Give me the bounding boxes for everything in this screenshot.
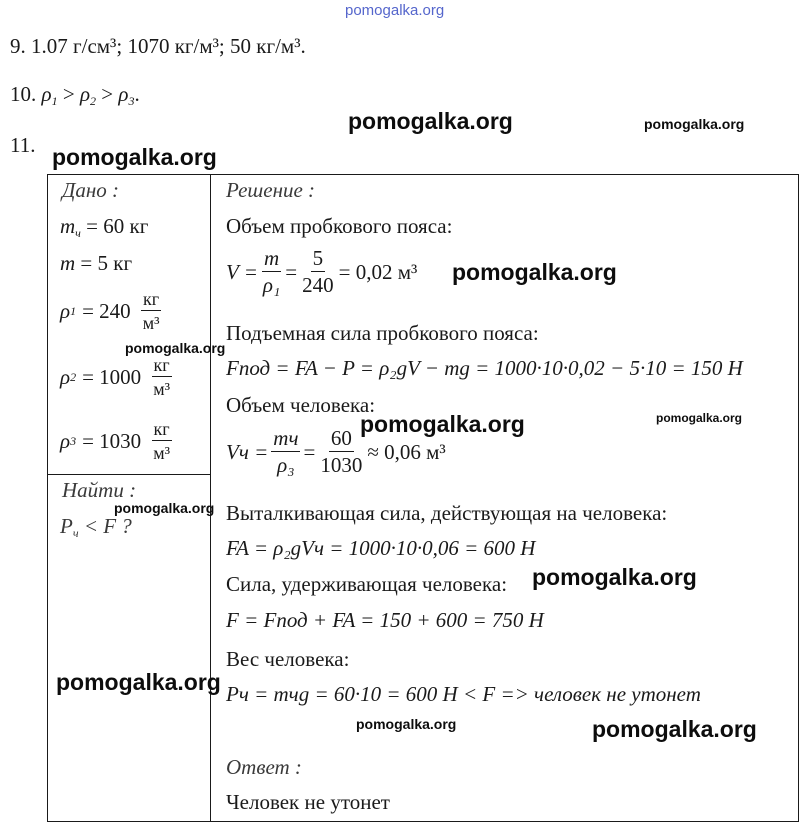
watermark: pomogalka.org xyxy=(656,411,743,425)
watermark: pomogalka.org xyxy=(592,716,757,742)
rho-symbol: ρ xyxy=(118,82,129,106)
text-person-volume: Объем человека: xyxy=(226,393,376,417)
watermark: pomogalka.org xyxy=(56,669,221,695)
unit-fraction xyxy=(151,420,172,462)
subscript: ч xyxy=(75,226,81,240)
var-p: P xyxy=(60,514,73,538)
subscript: 2 xyxy=(70,369,77,384)
watermark: pomogalka.org xyxy=(114,500,215,516)
watermark: pomogalka.org xyxy=(125,340,226,356)
value: = 1000 xyxy=(82,364,142,389)
rho-symbol: ρ xyxy=(79,82,91,106)
given-rho1 xyxy=(60,290,164,332)
numerator: 60 xyxy=(330,426,352,450)
var-m: m xyxy=(60,214,76,238)
given-rho2 xyxy=(60,356,175,398)
fraction-60-1030 xyxy=(318,428,364,476)
formula-person-weight: Pч = mчg = 60·10 = 600 Н < F => человек не утонет xyxy=(226,682,701,706)
given-m-person xyxy=(60,214,148,241)
fraction-m-rho1 xyxy=(261,248,282,296)
numerator: mч xyxy=(273,426,299,450)
unit-denominator: м³ xyxy=(153,379,170,399)
comparison: < F ? xyxy=(83,514,132,538)
watermark: pomogalka.org xyxy=(644,116,745,132)
problem-9-text: 1.07 г/см³; 1070 кг/м³; 50 кг/м³. xyxy=(31,34,306,58)
subscript: ч xyxy=(72,526,79,540)
formula-buoyant-force: FA = ρ₂gVч = 1000·10·0,06 = 600 Н xyxy=(226,536,536,560)
unit-fraction xyxy=(141,290,162,332)
rho-symbol: ρ xyxy=(60,364,71,389)
period: . xyxy=(134,82,140,106)
numerator: m xyxy=(263,246,280,270)
column-divider xyxy=(210,174,211,822)
subscript: 3 xyxy=(70,433,77,448)
problem-10 xyxy=(10,82,140,109)
unit-numerator: кг xyxy=(153,419,170,439)
watermark-top: pomogalka.org xyxy=(345,2,445,19)
unit-numerator: кг xyxy=(153,355,170,375)
rho-symbol: ρ xyxy=(60,298,71,323)
fraction-m-rho3 xyxy=(271,428,300,476)
problem-9-number: 9. xyxy=(10,34,26,58)
text-belt-volume: Объем пробкового пояса: xyxy=(226,214,453,238)
rho-symbol: ρ xyxy=(60,428,71,453)
result: ≈ 0,06 м³ xyxy=(367,439,446,464)
subscript: 1 xyxy=(70,303,77,318)
unit-numerator: кг xyxy=(143,289,160,309)
watermark: pomogalka.org xyxy=(356,716,457,732)
rho-symbol: ρ xyxy=(41,82,52,106)
denominator: 1030 xyxy=(320,453,363,477)
rho-subscript: 2 xyxy=(90,94,97,108)
given-find-divider xyxy=(47,474,211,475)
greater-sign: > xyxy=(62,82,75,106)
formula-lifting-force: Fпод = FA − P = ρ₂gV − mg = 1000·10·0,02 − 5·10 = 150 Н xyxy=(226,356,743,380)
solution-heading: Решение : xyxy=(226,178,316,202)
lhs: Vч = xyxy=(226,439,269,464)
value: = 240 xyxy=(82,298,131,323)
unit-denominator: м³ xyxy=(142,313,160,333)
text-buoyant-force: Выталкивающая сила, действующая на человека: xyxy=(226,501,668,525)
text-holding-force: Сила, удерживающая человека: xyxy=(226,572,508,596)
given-rho3 xyxy=(60,420,175,462)
given-heading: Дано : xyxy=(62,178,120,202)
numerator: 5 xyxy=(312,246,324,270)
denominator: ρ₁ xyxy=(262,273,281,297)
var-m: m xyxy=(60,251,76,275)
fraction-5-240 xyxy=(300,248,336,296)
text-lifting-force: Подъемная сила пробкового пояса: xyxy=(226,321,539,345)
formula-person-volume: Vч = $\frac{mч}{\text{ρ₃}}$ = $\frac{60}{1030}$ ≈ 0,06 м³ xyxy=(226,426,446,477)
value: = 1030 xyxy=(82,428,142,453)
problem-10-number: 10. xyxy=(10,82,37,106)
text-person-weight: Вес человека: xyxy=(226,647,350,671)
answer-text: Человек не утонет xyxy=(226,790,390,814)
result: = 0,02 м³ xyxy=(338,259,418,284)
watermark: pomogalka.org xyxy=(360,411,525,437)
value: = 5 кг xyxy=(80,251,133,275)
given-m-belt xyxy=(60,251,132,276)
watermark: pomogalka.org xyxy=(532,564,697,590)
find-expression xyxy=(60,514,132,541)
answer-heading: Ответ : xyxy=(226,755,302,779)
unit-denominator: м³ xyxy=(153,443,170,463)
value: = 60 кг xyxy=(86,214,149,238)
problem-9 xyxy=(10,34,306,59)
denominator: ρ₃ xyxy=(277,453,295,477)
watermark: pomogalka.org xyxy=(52,144,217,170)
watermark: pomogalka.org xyxy=(348,108,513,134)
formula-holding-force: F = Fпод + FA = 150 + 600 = 750 Н xyxy=(226,608,544,632)
problem-11-number: 11. xyxy=(10,133,36,157)
rho-subscript: 1 xyxy=(51,94,58,108)
find-heading: Найти : xyxy=(62,478,137,502)
watermark: pomogalka.org xyxy=(452,259,617,285)
greater-sign: > xyxy=(101,82,114,106)
rho-subscript: 3 xyxy=(128,94,135,108)
unit-fraction xyxy=(151,356,172,398)
lhs: V = xyxy=(226,259,258,284)
formula-belt-volume: V = $\frac{m}{\text{ρ₁}}$ = $\frac{5}{240}$ = 0,02 м³ xyxy=(226,246,418,297)
denominator: 240 xyxy=(302,273,334,297)
